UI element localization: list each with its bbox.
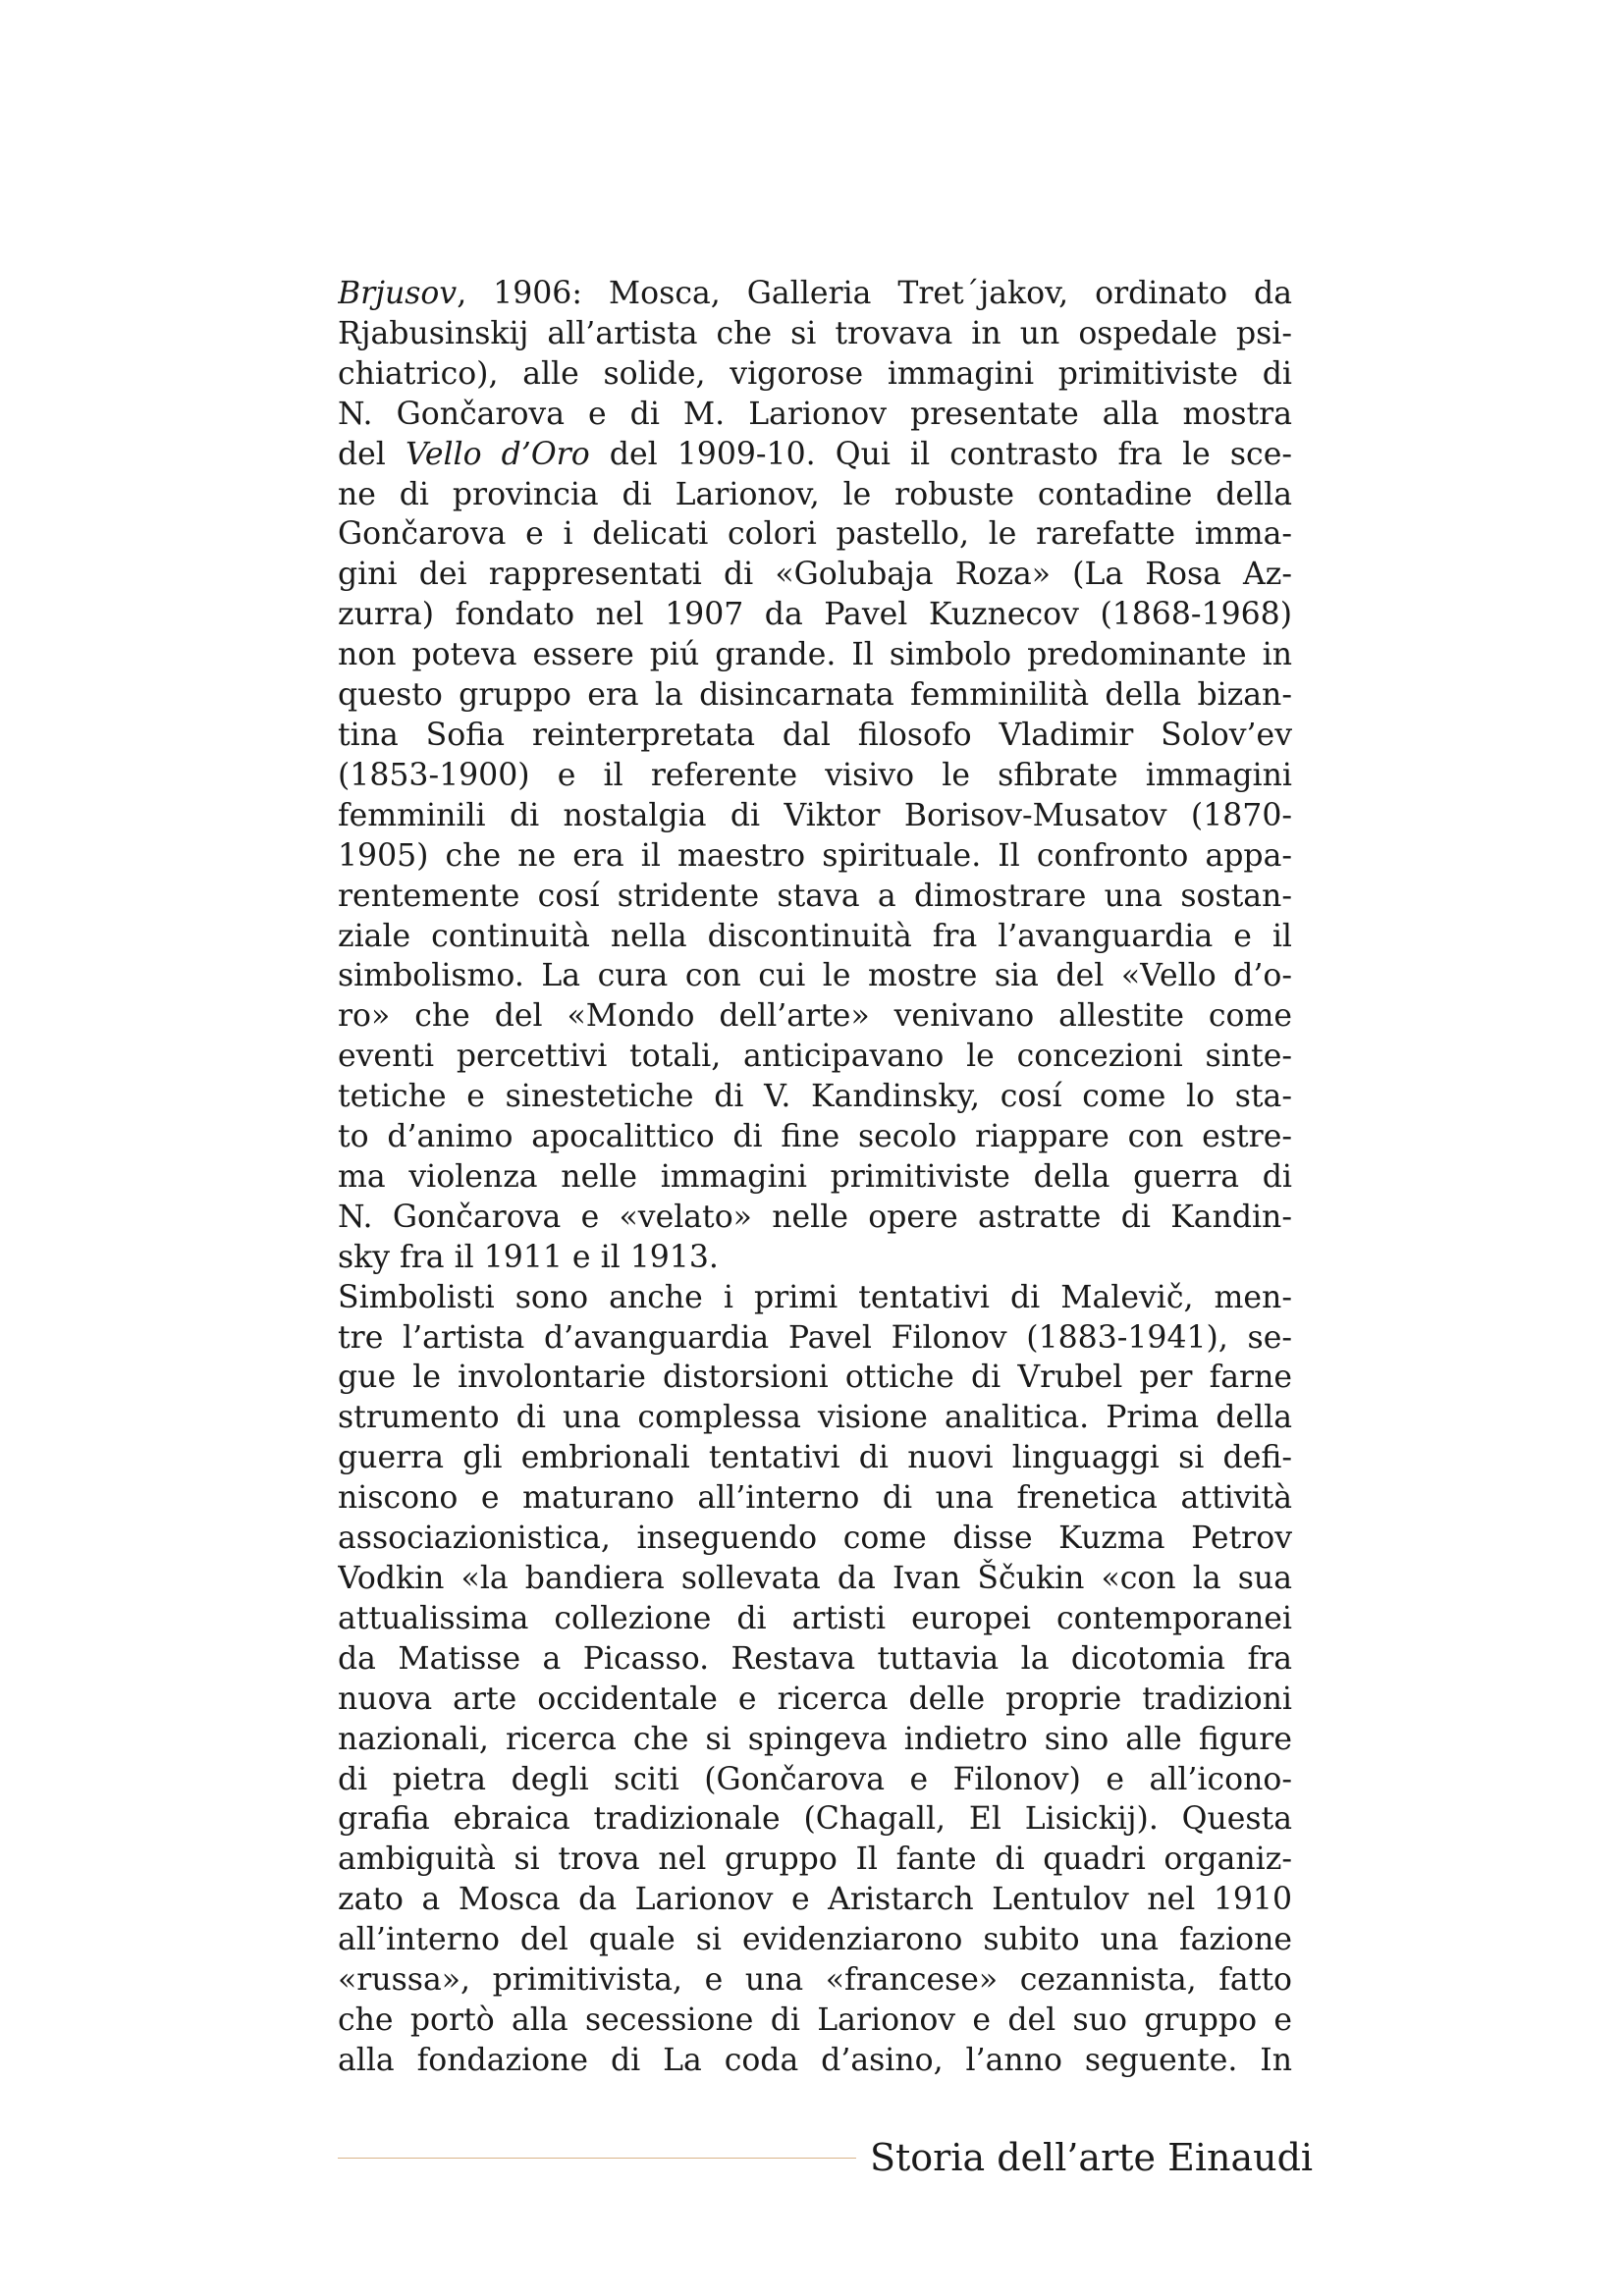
text-line-content: zurra) fondato nel 1907 da Pavel Kuznecov (1868-1968) bbox=[338, 597, 1292, 633]
text-line-content: simbolismo. La cura con cui le mostre sia del «Vello d’o- bbox=[338, 958, 1292, 994]
text-line bbox=[338, 314, 1292, 354]
text-line-content: «russa», primitivista, e una «francese» cezannista, fatto bbox=[338, 1962, 1292, 1999]
text-line-content: ma violenza nelle immagini primitiviste della guerra di bbox=[338, 1158, 1292, 1195]
text-line bbox=[338, 635, 1292, 675]
text-line bbox=[338, 1157, 1292, 1198]
text-line bbox=[338, 1799, 1292, 1840]
text-line-content: N. Gončarova e di M. Larionov presentate alla mostra bbox=[338, 396, 1292, 432]
text-line-content: grafia ebraica tradizionale (Chagall, El Lisickij). Questa bbox=[338, 1801, 1292, 1838]
text-line-content: ziale continuità nella discontinuità fra l’avanguardia e il bbox=[338, 918, 1292, 954]
text-line bbox=[338, 675, 1292, 716]
text-line bbox=[338, 877, 1292, 917]
text-line-content: Vodkin «la bandiera sollevata da Ivan Ščukin «con la sua bbox=[338, 1561, 1292, 1596]
text-line-content: niscono e maturano all’interno di una frenetica attività bbox=[338, 1480, 1292, 1517]
text-line bbox=[338, 1639, 1292, 1680]
text-line-content: tre l’artista d’avanguardia Pavel Filonov (1883-1941), se- bbox=[338, 1319, 1292, 1356]
text-line-content: rentemente cosí stridente stava a dimostrare una sostan- bbox=[338, 878, 1292, 914]
text-line bbox=[338, 1117, 1292, 1157]
text-line-content: ambiguità si trova nel gruppo Il fante di quadri organiz- bbox=[338, 1842, 1292, 1878]
body-text bbox=[338, 274, 1292, 2081]
text-line-content: questo gruppo era la disincarnata femminilità della bizan- bbox=[338, 677, 1292, 714]
text-line bbox=[338, 1519, 1292, 1559]
text-line bbox=[338, 1077, 1292, 1117]
text-line bbox=[338, 1680, 1292, 1720]
text-line bbox=[338, 1238, 1292, 1278]
text-line-content: sky fra il 1911 e il 1913. bbox=[338, 1239, 719, 1275]
text-line bbox=[338, 836, 1292, 877]
text-line bbox=[338, 1840, 1292, 1880]
text-line bbox=[338, 716, 1292, 756]
footer-rule bbox=[338, 2158, 856, 2159]
text-line-content: che portò alla secessione di Larionov e del suo gruppo e bbox=[338, 2002, 1292, 2038]
text-line bbox=[338, 475, 1292, 515]
text-line bbox=[338, 1760, 1292, 1800]
text-line bbox=[338, 274, 1292, 314]
text-line bbox=[338, 756, 1292, 796]
text-line-content: ro» che del «Mondo dell’arte» venivano allestite come bbox=[338, 998, 1292, 1035]
text-line bbox=[338, 1599, 1292, 1639]
text-line bbox=[338, 1880, 1292, 1920]
text-line-content: non poteva essere piú grande. Il simbolo predominante in bbox=[338, 637, 1292, 673]
text-line bbox=[338, 796, 1292, 836]
text-line bbox=[338, 2041, 1292, 2081]
text-line bbox=[338, 1278, 1292, 1318]
text-line bbox=[338, 595, 1292, 635]
text-line-content: strumento di una complessa visione analitica. Prima della bbox=[338, 1400, 1292, 1436]
text-line bbox=[338, 1478, 1292, 1519]
text-line-content: Simbolisti sono anche i primi tentativi di Malevič, men- bbox=[338, 1279, 1292, 1315]
text-line-content: nazionali, ricerca che si spingeva indietro sino alle figure bbox=[338, 1721, 1292, 1757]
text-line bbox=[338, 1037, 1292, 1077]
text-line-content: di pietra degli sciti (Gončarova e Filonov) e all’icono- bbox=[338, 1761, 1292, 1797]
text-line-content: da Matisse a Picasso. Restava tuttavia la dicotomia fra bbox=[338, 1640, 1292, 1677]
text-line bbox=[338, 354, 1292, 395]
text-line-content: eventi percettivi totali, anticipavano le concezioni sinte- bbox=[338, 1039, 1292, 1075]
footer-title: Storia dell’arte Einaudi bbox=[870, 2136, 1314, 2179]
text-line-content: all’interno del quale si evidenziarono subito una fazione bbox=[338, 1922, 1292, 1958]
text-line-content: zato a Mosca da Larionov e Aristarch Lentulov nel 1910 bbox=[338, 1882, 1292, 1918]
text-line-content: to d’animo apocalittico di fine secolo riappare con estre- bbox=[338, 1119, 1292, 1155]
italic-title: Brjusov bbox=[338, 276, 458, 311]
text-line bbox=[338, 435, 1292, 475]
text-line-content: gini dei rappresentati di «Golubaja Roza» (La Rosa Az- bbox=[338, 557, 1292, 593]
text-line bbox=[338, 395, 1292, 435]
text-line bbox=[338, 1960, 1292, 2001]
text-line-content: N. Gončarova e «velato» nelle opere astratte di Kandin- bbox=[338, 1199, 1292, 1235]
italic-title: Vello d’Oro bbox=[405, 436, 590, 472]
text-line bbox=[338, 1920, 1292, 1960]
text-line-content: Rjabusinskij all’artista che si trovava in un ospedale psi- bbox=[338, 315, 1292, 351]
text-line-content: nuova arte occidentale e ricerca delle proprie tradizioni bbox=[338, 1681, 1292, 1717]
text-line bbox=[338, 1720, 1292, 1760]
text-line bbox=[338, 1438, 1292, 1478]
text-line-content: guerra gli embrionali tentativi di nuovi linguaggi si defi- bbox=[338, 1440, 1292, 1476]
text-line-content: ne di provincia di Larionov, le robuste contadine della bbox=[338, 476, 1292, 512]
text-line-prefix: del bbox=[338, 436, 406, 472]
text-line-content: , 1906: Mosca, Galleria Tret´jakov, ordinato da bbox=[457, 276, 1292, 311]
text-line-content: del 1909-10. Qui il contrasto fra le sce- bbox=[589, 436, 1292, 472]
text-line-content: (1853-1900) e il referente visivo le sfibrate immagini bbox=[338, 757, 1292, 793]
text-line bbox=[338, 555, 1292, 595]
text-line-content: 1905) che ne era il maestro spirituale. Il confronto appa- bbox=[338, 837, 1292, 874]
text-line bbox=[338, 996, 1292, 1037]
text-line bbox=[338, 1358, 1292, 1398]
text-line bbox=[338, 1559, 1292, 1599]
text-line bbox=[338, 1398, 1292, 1438]
text-line bbox=[338, 917, 1292, 957]
text-line-content: femminili di nostalgia di Viktor Borisov-Musatov (1870- bbox=[338, 797, 1292, 833]
text-line bbox=[338, 1198, 1292, 1238]
text-line-content: chiatrico), alle solide, vigorose immagini primitiviste di bbox=[338, 355, 1292, 392]
text-line-content: gue le involontarie distorsioni ottiche di Vrubel per farne bbox=[338, 1360, 1292, 1396]
text-line-content: alla fondazione di La coda d’asino, l’anno seguente. In bbox=[338, 2042, 1292, 2078]
text-line-content: tetiche e sinestetiche di V. Kandinsky, cosí come lo sta- bbox=[338, 1079, 1292, 1115]
text-line bbox=[338, 956, 1292, 996]
text-line-content: Gončarova e i delicati colori pastello, le rarefatte imma- bbox=[338, 516, 1292, 553]
text-line bbox=[338, 1318, 1292, 1359]
text-line bbox=[338, 2001, 1292, 2041]
text-line-content: associazionistica, inseguendo come disse Kuzma Petrov bbox=[338, 1521, 1292, 1557]
text-line-content: tina Sofia reinterpretata dal filosofo Vladimir Solov’ev bbox=[338, 717, 1292, 753]
text-line bbox=[338, 514, 1292, 555]
text-line-content: attualissima collezione di artisti europei contemporanei bbox=[338, 1600, 1292, 1636]
